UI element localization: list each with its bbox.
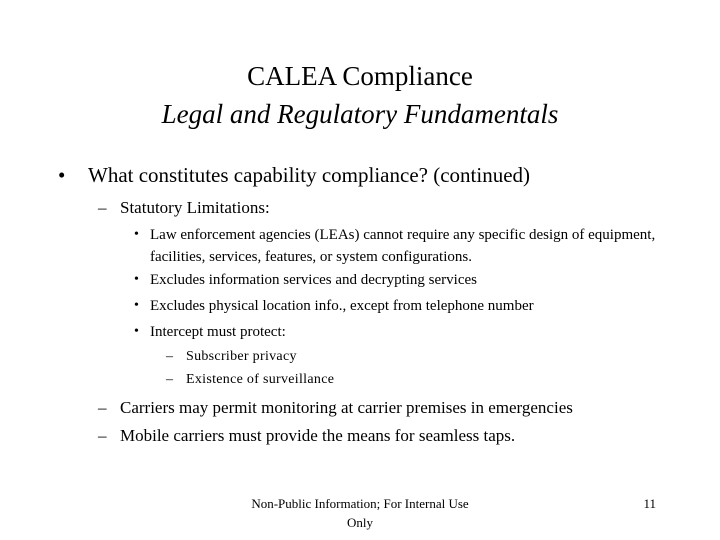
list-item-text: Excludes information services and decrypting services [150,272,477,288]
list-item-text: Excludes physical location info., except from telephone number [150,298,534,314]
bullet-marker: • [58,163,66,187]
slide-title: CALEA Compliance [247,61,473,91]
dash-marker: – [166,372,174,387]
bullet-marker: • [134,324,139,339]
list-item-text: Law enforcement agencies (LEAs) cannot require any specific design of equipment, facilities, services, features, or system configurations. [150,227,656,265]
carrier-bullet [98,396,573,420]
list-item [134,320,286,344]
list-item [134,294,534,318]
sub-list-item-text: Existence of surveillance [186,372,335,387]
sub-list-item [166,369,335,391]
page-number: 11 [643,496,656,511]
slide-subtitle: Legal and Regulatory Fundamentals [161,99,559,129]
dash-marker: – [166,349,174,364]
carrier-bullet-text: Carriers may permit monitoring at carrier premises in emergencies [120,398,573,417]
list-item [134,268,477,292]
main-bullet [58,160,531,190]
list-item-text: Intercept must protect: [150,324,286,340]
carrier-bullet [98,424,516,448]
bullet-marker: • [134,272,139,287]
dash-marker: – [98,426,107,445]
dash-marker: – [98,398,107,417]
sub-list-item-text: Subscriber privacy [186,349,297,364]
statutory-limitations-text: Statutory Limitations: [120,198,270,217]
bullet-marker: • [134,298,139,313]
list-item [134,224,660,268]
main-bullet-text: What constitutes capability compliance? (continued) [88,163,531,187]
carrier-bullet-text: Mobile carriers must provide the means for seamless taps. [120,426,516,445]
footer-text: Non-Public Information; For Internal Use Only [251,496,469,530]
bullet-marker: • [134,227,139,242]
sub-list-item [166,346,297,368]
statutory-limitations-bullet [98,196,270,220]
dash-marker: – [98,198,107,217]
